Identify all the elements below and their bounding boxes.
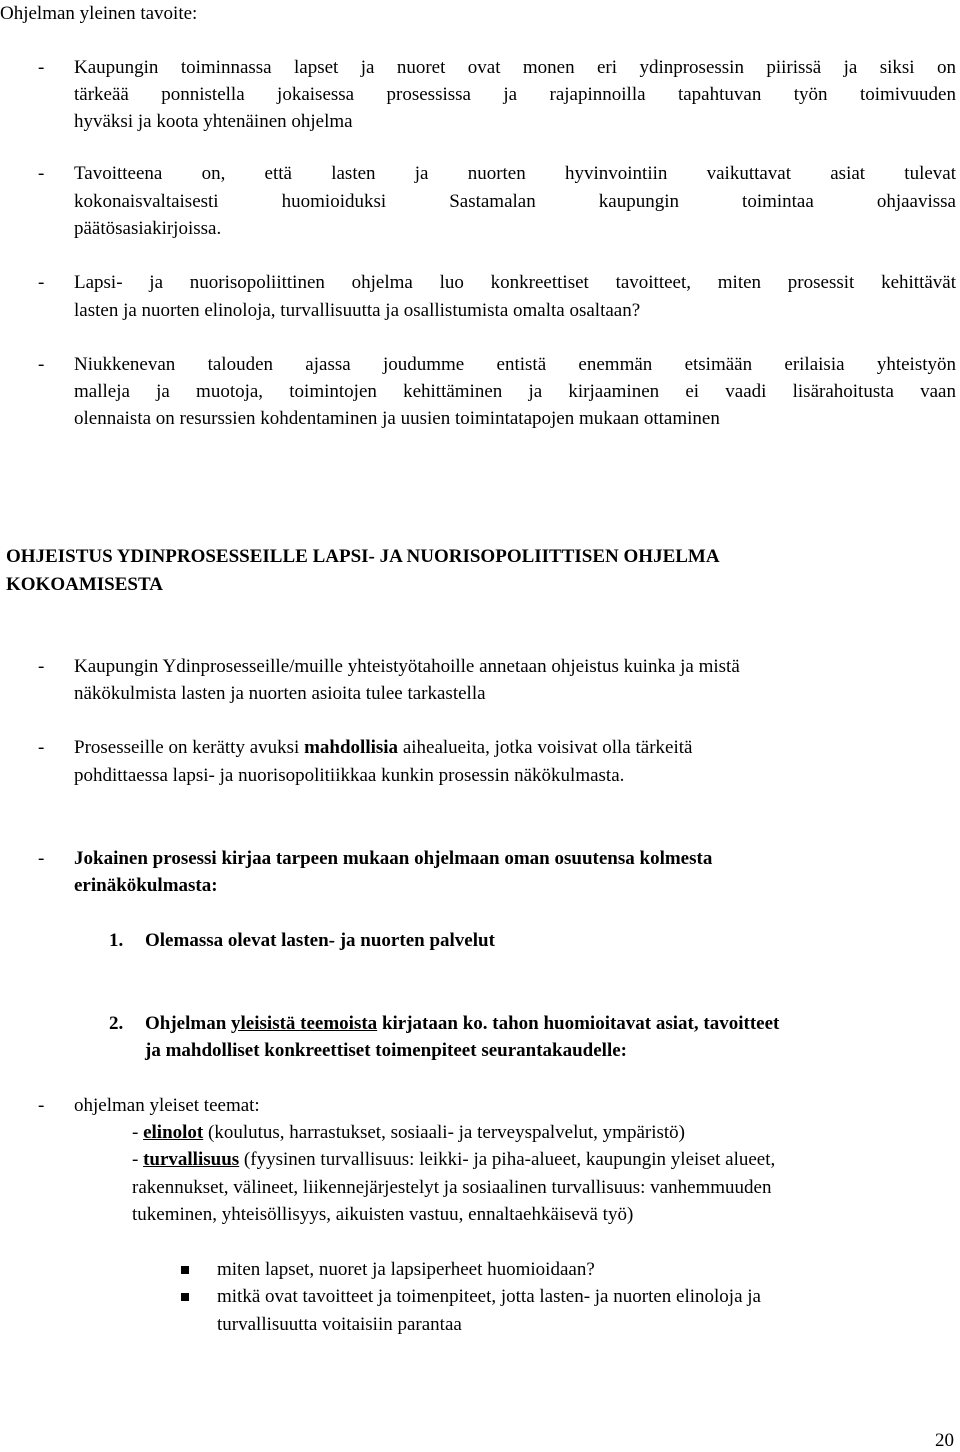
question-1: miten lapset, nuoret ja lapsiperheet huomioidaan? <box>217 1259 595 1280</box>
numbered-2-line-2: ja mahdolliset konkreettiset toimenpiteet seurantakaudelle: <box>145 1040 627 1061</box>
goal-2-line-3: päätösasiakirjoissa. <box>74 218 222 239</box>
bullet-square-icon <box>181 1293 189 1301</box>
numbered-2-post: kirjataan ko. tahon huomioitavat asiat, tavoitteet <box>377 1013 780 1034</box>
instruction-2-line-2: pohdittaessa lapsi- ja nuorisopolitiikkaa kunkin prosessin näkökulmasta. <box>74 765 625 786</box>
numbered-2-underlined: yleisistä teemoista <box>231 1013 378 1034</box>
instruction-2-dash: - <box>38 737 45 758</box>
instruction-2-bold: mahdollisia <box>304 737 399 758</box>
question-2-line-1: mitkä ovat tavoitteet ja toimenpiteet, jotta lasten- ja nuorten elinoloja ja <box>217 1286 761 1307</box>
theme-turvallisuus-name: turvallisuus <box>143 1149 240 1170</box>
page-number: 20 <box>935 1430 954 1451</box>
numbered-2-line-1 <box>145 1013 779 1035</box>
numbered-1-text: Olemassa olevat lasten- ja nuorten palvelut <box>145 930 495 951</box>
theme-turvallisuus-dash: - <box>132 1149 144 1170</box>
goal-2-line-2: kokonaisvaltaisesti huomioiduksi Sastamalan kaupungin toimintaa ohjaavissa <box>74 191 956 212</box>
goal-4-dash: - <box>38 354 45 375</box>
themes-dash: - <box>38 1095 45 1116</box>
goal-2-line-1: Tavoitteena on, että lasten ja nuorten hyvinvointiin vaikuttavat asiat tulevat <box>74 163 956 184</box>
goal-4-line-2: malleja ja muotoja, toimintojen kehittäminen ja kirjaaminen ei vaadi lisärahoitusta vaan <box>74 381 956 402</box>
instruction-2-post: aihealueita, jotka voisivat olla tärkeitä <box>398 737 693 758</box>
numbered-2-number: 2. <box>109 1013 124 1034</box>
numbered-2-pre: Ohjelman <box>145 1013 232 1034</box>
goal-1-line-2: tärkeää ponnistella jokaisessa prosessissa ja rajapinnoilla tapahtuvan työn toimivuuden <box>74 84 956 105</box>
instruction-1-line-2: näkökulmista lasten ja nuorten asioita tulee tarkastella <box>74 683 486 704</box>
instruction-2-line-1 <box>74 737 692 759</box>
theme-elinolot-desc: (koulutus, harrastukset, sosiaali- ja terveyspalvelut, ympäristö) <box>203 1122 685 1143</box>
goal-2-dash: - <box>38 163 45 184</box>
instruction-1-line-1: Kaupungin Ydinprosesseille/muille yhteistyötahoille annetaan ohjeistus kuinka ja mistä <box>74 656 740 677</box>
goal-1-line-1: Kaupungin toiminnassa lapset ja nuoret ovat monen eri ydinprosessin piirissä ja siksi on <box>74 57 956 78</box>
theme-turvallisuus-desc: (fyysinen turvallisuus: leikki- ja piha-alueet, kaupungin yleiset alueet, <box>239 1149 776 1170</box>
theme-elinolot <box>132 1122 685 1144</box>
page-title: Ohjelman yleinen tavoite: <box>0 3 198 24</box>
numbered-1-number: 1. <box>109 930 124 951</box>
instruction-3-line-2: erinäkökulmasta: <box>74 875 218 896</box>
goal-3-line-1: Lapsi- ja nuorisopoliittinen ohjelma luo konkreettiset tavoitteet, miten prosessit kehittävät <box>74 272 956 293</box>
themes-label: ohjelman yleiset teemat: <box>74 1095 260 1116</box>
goal-3-line-2: lasten ja nuorten elinoloja, turvallisuutta ja osallistumista omalta osaltaan? <box>74 300 641 321</box>
goal-4-line-3: olennaista on resurssien kohdentaminen ja uusien toimintatapojen mukaan ottaminen <box>74 408 720 429</box>
theme-turvallisuus <box>132 1149 775 1171</box>
goal-3-dash: - <box>38 272 45 293</box>
goal-4-line-1: Niukkenevan talouden ajassa joudumme entistä enemmän etsimään erilaisia yhteistyön <box>74 354 956 375</box>
instruction-3-line-1: Jokainen prosessi kirjaa tarpeen mukaan ohjelmaan oman osuutensa kolmesta <box>74 848 713 869</box>
instruction-3-dash: - <box>38 848 45 869</box>
theme-elinolot-dash: - <box>132 1122 144 1143</box>
section-heading-line-2: KOKOAMISESTA <box>6 574 163 595</box>
section-heading-line-1: OHJEISTUS YDINPROSESSEILLE LAPSI- JA NUORISOPOLIITTISEN OHJELMA <box>6 546 720 567</box>
theme-turvallisuus-line-3: tukeminen, yhteisöllisyys, aikuisten vastuu, ennaltaehkäisevä työ) <box>132 1204 634 1225</box>
bullet-square-icon <box>181 1266 189 1274</box>
theme-elinolot-name: elinolot <box>143 1122 204 1143</box>
instruction-1-dash: - <box>38 656 45 677</box>
theme-turvallisuus-line-2: rakennukset, välineet, liikennejärjestelyt ja sosiaalinen turvallisuus: vanhemmuuden <box>132 1177 772 1198</box>
goal-1-dash: - <box>38 57 45 78</box>
instruction-2-pre: Prosesseille on kerätty avuksi <box>74 737 305 758</box>
question-2-line-2: turvallisuutta voitaisiin parantaa <box>217 1314 462 1335</box>
goal-1-line-3: hyväksi ja koota yhtenäinen ohjelma <box>74 111 353 132</box>
